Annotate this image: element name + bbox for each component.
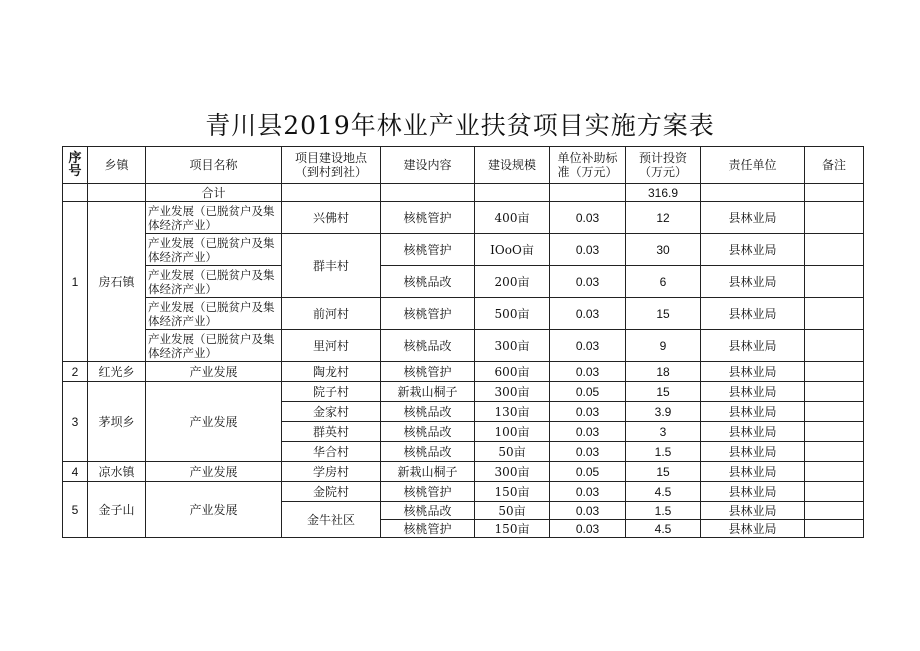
remark-cell <box>805 382 864 402</box>
subsidy-cell: 0.03 <box>550 202 626 234</box>
scale-cell: 400亩 <box>475 202 550 234</box>
project-cell: 产业发展（已脱贫户及集体经济产业） <box>146 298 282 330</box>
table-row <box>63 362 864 382</box>
subsidy-cell: 0.03 <box>550 442 626 462</box>
content-cell: 核桃品改 <box>381 422 475 442</box>
unit-cell: 县林业局 <box>701 382 805 402</box>
scale-cell: 150亩 <box>475 520 550 538</box>
invest-cell: 9 <box>626 330 701 362</box>
subsidy-cell: 0.03 <box>550 330 626 362</box>
subsidy-cell: 0.03 <box>550 362 626 382</box>
location-cell: 院子村 <box>282 382 381 402</box>
remark-cell <box>805 330 864 362</box>
location-cell: 兴佛村 <box>282 202 381 234</box>
invest-cell: 15 <box>626 462 701 482</box>
location-cell: 学房村 <box>282 462 381 482</box>
header-unit: 责任单位 <box>701 147 805 184</box>
location-cell: 前河村 <box>282 298 381 330</box>
project-cell: 产业发展（已脱贫户及集体经济产业） <box>146 202 282 234</box>
remark-cell <box>805 202 864 234</box>
project-cell: 产业发展（已脱贫户及集体经济产业） <box>146 234 282 266</box>
total-invest: 316.9 <box>626 184 701 202</box>
invest-cell: 1.5 <box>626 502 701 520</box>
scale-cell: 300亩 <box>475 382 550 402</box>
content-cell: 核桃品改 <box>381 330 475 362</box>
table-row <box>63 298 864 330</box>
scale-cell: 500亩 <box>475 298 550 330</box>
project-cell: 产业发展 <box>146 462 282 482</box>
subsidy-cell: 0.03 <box>550 298 626 330</box>
scale-cell: 50亩 <box>475 502 550 520</box>
content-cell: 核桃品改 <box>381 402 475 422</box>
project-cell: 产业发展（已脱贫户及集体经济产业） <box>146 330 282 362</box>
subsidy-cell: 0.05 <box>550 462 626 482</box>
invest-cell: 15 <box>626 298 701 330</box>
content-cell: 核桃品改 <box>381 502 475 520</box>
header-invest: 预计投资（万元） <box>626 147 701 184</box>
project-cell: 产业发展（已脱贫户及集体经济产业） <box>146 266 282 298</box>
unit-cell: 县林业局 <box>701 520 805 538</box>
subsidy-cell: 0.03 <box>550 234 626 266</box>
location-cell: 金院村 <box>282 482 381 502</box>
table-row <box>63 202 864 234</box>
seq-cell: 4 <box>63 462 88 482</box>
total-row <box>63 184 864 202</box>
seq-cell: 1 <box>63 202 88 362</box>
header-location: 项目建设地点（到村到社） <box>282 147 381 184</box>
header-content: 建设内容 <box>381 147 475 184</box>
invest-cell: 4.5 <box>626 520 701 538</box>
remark-cell <box>805 362 864 382</box>
remark-cell <box>805 298 864 330</box>
scale-cell: 150亩 <box>475 482 550 502</box>
unit-cell: 县林业局 <box>701 462 805 482</box>
document-title: 青川县2019年林业产业扶贫项目实施方案表 <box>205 111 715 140</box>
content-cell: 新栽山桐子 <box>381 462 475 482</box>
content-cell: 核桃管护 <box>381 202 475 234</box>
invest-cell: 12 <box>626 202 701 234</box>
table-row <box>63 330 864 362</box>
table-row <box>63 382 864 402</box>
unit-cell: 县林业局 <box>701 330 805 362</box>
total-label: 合计 <box>146 184 282 202</box>
subsidy-cell: 0.03 <box>550 422 626 442</box>
location-cell: 陶龙村 <box>282 362 381 382</box>
location-cell: 华合村 <box>282 442 381 462</box>
seq-cell: 5 <box>63 482 88 538</box>
content-cell: 核桃管护 <box>381 520 475 538</box>
header-seq: 序号 <box>63 147 88 184</box>
scale-cell: 600亩 <box>475 362 550 382</box>
content-cell: 核桃品改 <box>381 266 475 298</box>
town-cell: 房石镇 <box>88 202 146 362</box>
content-cell: 新栽山桐子 <box>381 382 475 402</box>
scale-cell: 200亩 <box>475 266 550 298</box>
scale-cell: IOoO亩 <box>475 234 550 266</box>
table-row <box>63 234 864 266</box>
unit-cell: 县林业局 <box>701 402 805 422</box>
header-row <box>63 147 864 184</box>
location-cell: 金家村 <box>282 402 381 422</box>
invest-cell: 6 <box>626 266 701 298</box>
header-project: 项目名称 <box>146 147 282 184</box>
unit-cell: 县林业局 <box>701 362 805 382</box>
location-cell: 群英村 <box>282 422 381 442</box>
remark-cell <box>805 502 864 520</box>
project-cell: 产业发展 <box>146 482 282 538</box>
header-remark: 备注 <box>805 147 864 184</box>
subsidy-cell: 0.03 <box>550 520 626 538</box>
unit-cell: 县林业局 <box>701 266 805 298</box>
unit-cell: 县林业局 <box>701 482 805 502</box>
content-cell: 核桃管护 <box>381 298 475 330</box>
table-row <box>63 266 864 298</box>
location-cell: 金牛社区 <box>282 502 381 538</box>
project-cell: 产业发展 <box>146 382 282 462</box>
remark-cell <box>805 266 864 298</box>
invest-cell: 1.5 <box>626 442 701 462</box>
invest-cell: 3 <box>626 422 701 442</box>
town-cell: 凉水镇 <box>88 462 146 482</box>
header-scale: 建设规模 <box>475 147 550 184</box>
unit-cell: 县林业局 <box>701 502 805 520</box>
header-town: 乡镇 <box>88 147 146 184</box>
unit-cell: 县林业局 <box>701 234 805 266</box>
content-cell: 核桃管护 <box>381 234 475 266</box>
content-cell: 核桃品改 <box>381 442 475 462</box>
town-cell: 茅坝乡 <box>88 382 146 462</box>
town-cell: 金子山 <box>88 482 146 538</box>
town-cell: 红光乡 <box>88 362 146 382</box>
invest-cell: 15 <box>626 382 701 402</box>
scale-cell: 300亩 <box>475 330 550 362</box>
subsidy-cell: 0.03 <box>550 502 626 520</box>
seq-cell: 2 <box>63 362 88 382</box>
remark-cell <box>805 234 864 266</box>
scale-cell: 300亩 <box>475 462 550 482</box>
unit-cell: 县林业局 <box>701 202 805 234</box>
invest-cell: 3.9 <box>626 402 701 422</box>
location-cell: 里河村 <box>282 330 381 362</box>
invest-cell: 4.5 <box>626 482 701 502</box>
content-cell: 核桃管护 <box>381 482 475 502</box>
scale-cell: 100亩 <box>475 422 550 442</box>
subsidy-cell: 0.03 <box>550 402 626 422</box>
unit-cell: 县林业局 <box>701 298 805 330</box>
remark-cell <box>805 402 864 422</box>
scale-cell: 50亩 <box>475 442 550 462</box>
remark-cell <box>805 482 864 502</box>
table-row <box>63 462 864 482</box>
content-cell: 核桃管护 <box>381 362 475 382</box>
remark-cell <box>805 520 864 538</box>
invest-cell: 18 <box>626 362 701 382</box>
remark-cell <box>805 422 864 442</box>
project-table <box>62 146 864 538</box>
table-row <box>63 482 864 502</box>
scale-cell: 130亩 <box>475 402 550 422</box>
subsidy-cell: 0.03 <box>550 266 626 298</box>
subsidy-cell: 0.03 <box>550 482 626 502</box>
unit-cell: 县林业局 <box>701 422 805 442</box>
header-subsidy: 单位补助标准（万元） <box>550 147 626 184</box>
subsidy-cell: 0.05 <box>550 382 626 402</box>
unit-cell: 县林业局 <box>701 442 805 462</box>
location-cell: 群丰村 <box>282 234 381 298</box>
invest-cell: 30 <box>626 234 701 266</box>
seq-cell: 3 <box>63 382 88 462</box>
project-cell: 产业发展 <box>146 362 282 382</box>
remark-cell <box>805 442 864 462</box>
remark-cell <box>805 462 864 482</box>
